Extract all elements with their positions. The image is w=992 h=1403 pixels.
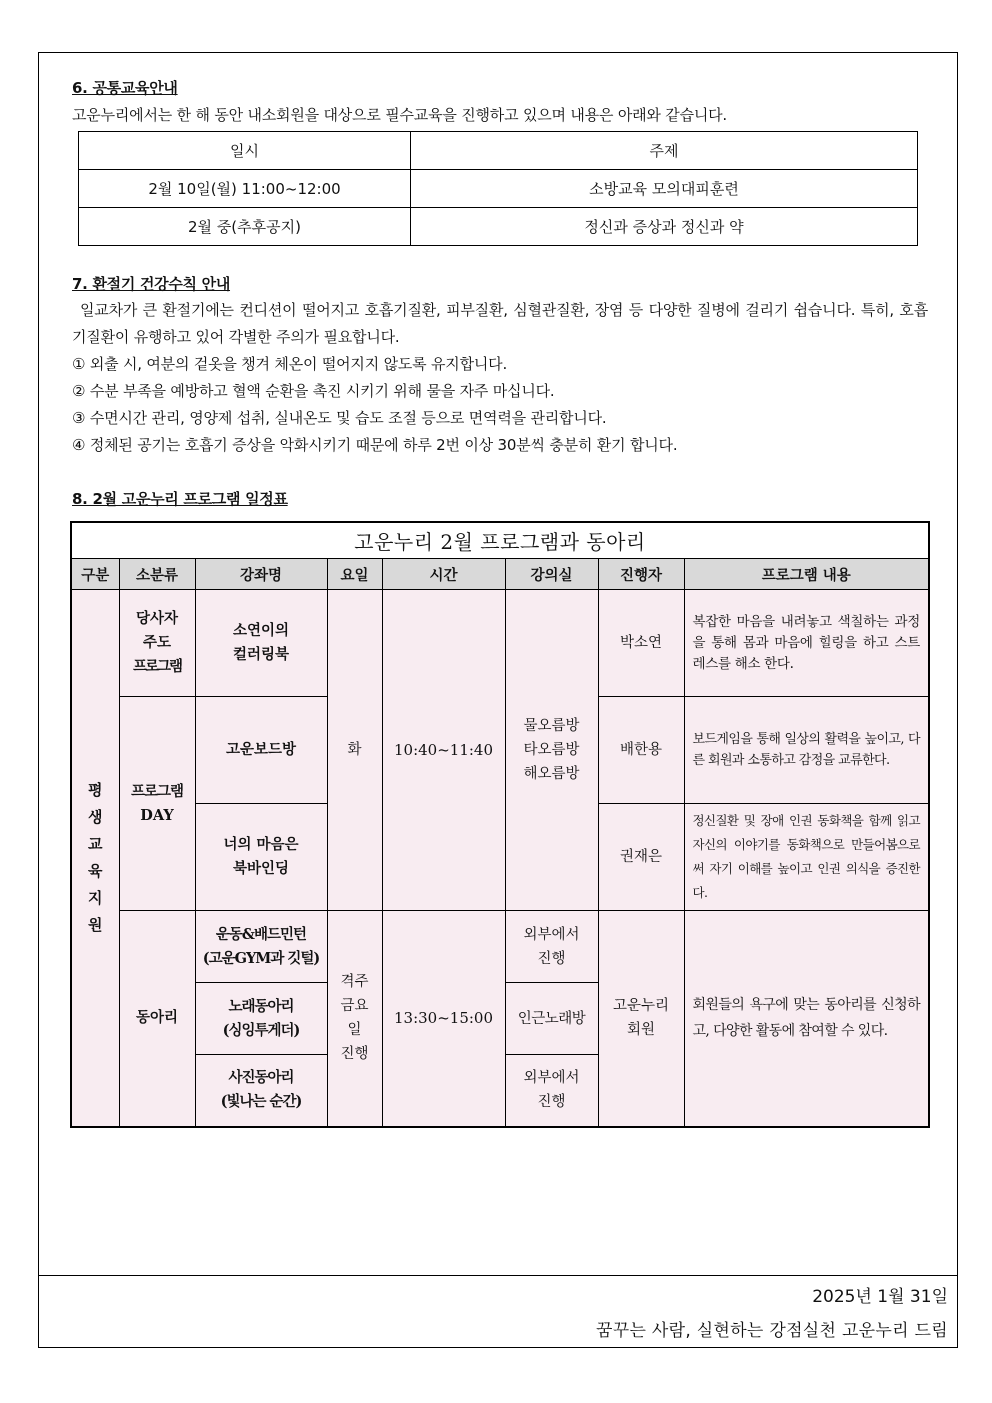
program-schedule-table: [70, 521, 930, 1128]
club-time-cell: 13:30~15:00: [382, 911, 505, 1127]
club-name: 운동&배드민턴 (고운GYM과 깃털): [195, 911, 327, 983]
section-7-body: [72, 297, 928, 459]
subcategory-cell: 프로그램 DAY: [119, 697, 195, 911]
edu-date: 2월 10일(월) 11:00~12:00: [79, 170, 411, 208]
footer-signature: 꿈꾸는 사람, 실현하는 강점실천 고운누리 드림: [596, 1321, 948, 1341]
club-room: 외부에서 진행: [505, 911, 598, 983]
leader-cell: 배한용: [598, 697, 684, 804]
edu-date: 2월 중(추후공지): [79, 208, 411, 246]
header-room: 강의실: [505, 559, 598, 590]
room-cell: 물오름방 타오름방 해오름방: [505, 590, 598, 911]
category-cell: 평 생 교 육 지 원: [71, 590, 119, 1127]
course-name: 고운보드방: [195, 697, 327, 804]
subcategory-cell: 동아리: [119, 911, 195, 1127]
club-day-cell: 격주 금요 일 진행: [327, 911, 382, 1127]
health-tip: ② 수분 부족을 예방하고 혈액 순환을 촉진 시키기 위해 물을 자주 마십니다.: [72, 382, 555, 400]
club-content-cell: 회원들의 욕구에 맞는 동아리를 신청하고, 다양한 활동에 참여할 수 있다.: [684, 911, 929, 1127]
section-6-intro: 고운누리에서는 한 해 동안 내소회원을 대상으로 필수교육을 진행하고 있으며 내용은 아래와 같습니다.: [72, 106, 728, 124]
schedule-table-title: 고운누리 2월 프로그램과 동아리: [71, 522, 929, 559]
course-name: 소연이의 컬러링북: [195, 590, 327, 697]
content-cell: 복잡한 마음을 내려놓고 색칠하는 과정을 통해 몸과 마음에 힐링을 하고 스트레스를 해소 한다.: [684, 590, 929, 697]
header-category: 구분: [71, 559, 119, 590]
section-6-title: 6. 공통교육안내: [72, 79, 178, 97]
club-room: 인근노래방: [505, 983, 598, 1055]
section-8-title: 8. 2월 고운누리 프로그램 일정표: [72, 490, 288, 508]
schedule-header-row: [71, 559, 929, 590]
leader-cell: 박소연: [598, 590, 684, 697]
health-tip: ③ 수면시간 관리, 영양제 섭취, 실내온도 및 습도 조절 등으로 면역력을 관리합니다.: [72, 409, 607, 427]
club-room: 외부에서 진행: [505, 1055, 598, 1127]
header-subcategory: 소분류: [119, 559, 195, 590]
common-education-table: [78, 131, 918, 246]
subcategory-cell: 당사자 주도 프로그램: [119, 590, 195, 697]
course-name: 너의 마음은 북바인딩: [195, 804, 327, 911]
header-leader: 진행자: [598, 559, 684, 590]
table-row: [79, 170, 918, 208]
header-course: 강좌명: [195, 559, 327, 590]
health-tip: ① 외출 시, 여분의 겉옷을 챙겨 체온이 떨어지지 않도록 유지합니다.: [72, 355, 508, 373]
club-name: 노래동아리 (싱잉투게더): [195, 983, 327, 1055]
header-topic: 주제: [411, 132, 918, 170]
content-cell: 보드게임을 통해 일상의 활력을 높이고, 다른 회원과 소통하고 감정을 교류한다.: [684, 697, 929, 804]
leader-cell: 권재은: [598, 804, 684, 911]
table-row: [71, 590, 929, 697]
content-cell: 정신질환 및 장애 인권 동화책을 함께 읽고 자신의 이야기를 동화책으로 만들어봄으로써 자기 이해를 높이고 인권 의식을 증진한다.: [684, 804, 929, 911]
table-row: [71, 911, 929, 983]
section-7-intro: 일교차가 큰 환절기에는 컨디션이 떨어지고 호흡기질환, 피부질환, 심혈관질환, 장염 등 다양한 질병에 걸리기 쉽습니다. 특히, 호흡기질환이 유행하고 있어 각별한 주의가 필요합니다.: [72, 301, 928, 346]
edu-topic: 소방교육 모의대피훈련: [411, 170, 918, 208]
health-tip: ④ 정체된 공기는 호흡기 증상을 악화시키기 때문에 하루 2번 이상 30분씩 충분히 환기 합니다.: [72, 436, 678, 454]
footer-divider: [38, 1275, 958, 1276]
header-time: 시간: [382, 559, 505, 590]
header-content: 프로그램 내용: [684, 559, 929, 590]
table-row: [79, 208, 918, 246]
time-cell: 10:40~11:40: [382, 590, 505, 911]
club-leader-cell: 고운누리 회원: [598, 911, 684, 1127]
section-7-title: 7. 환절기 건강수칙 안내: [72, 275, 231, 293]
footer-date: 2025년 1월 31일: [812, 1287, 948, 1307]
table-header-row: [79, 132, 918, 170]
edu-topic: 정신과 증상과 정신과 약: [411, 208, 918, 246]
header-date: 일시: [79, 132, 411, 170]
header-day: 요일: [327, 559, 382, 590]
day-cell: 화: [327, 590, 382, 911]
club-name: 사진동아리 (빛나는 순간): [195, 1055, 327, 1127]
